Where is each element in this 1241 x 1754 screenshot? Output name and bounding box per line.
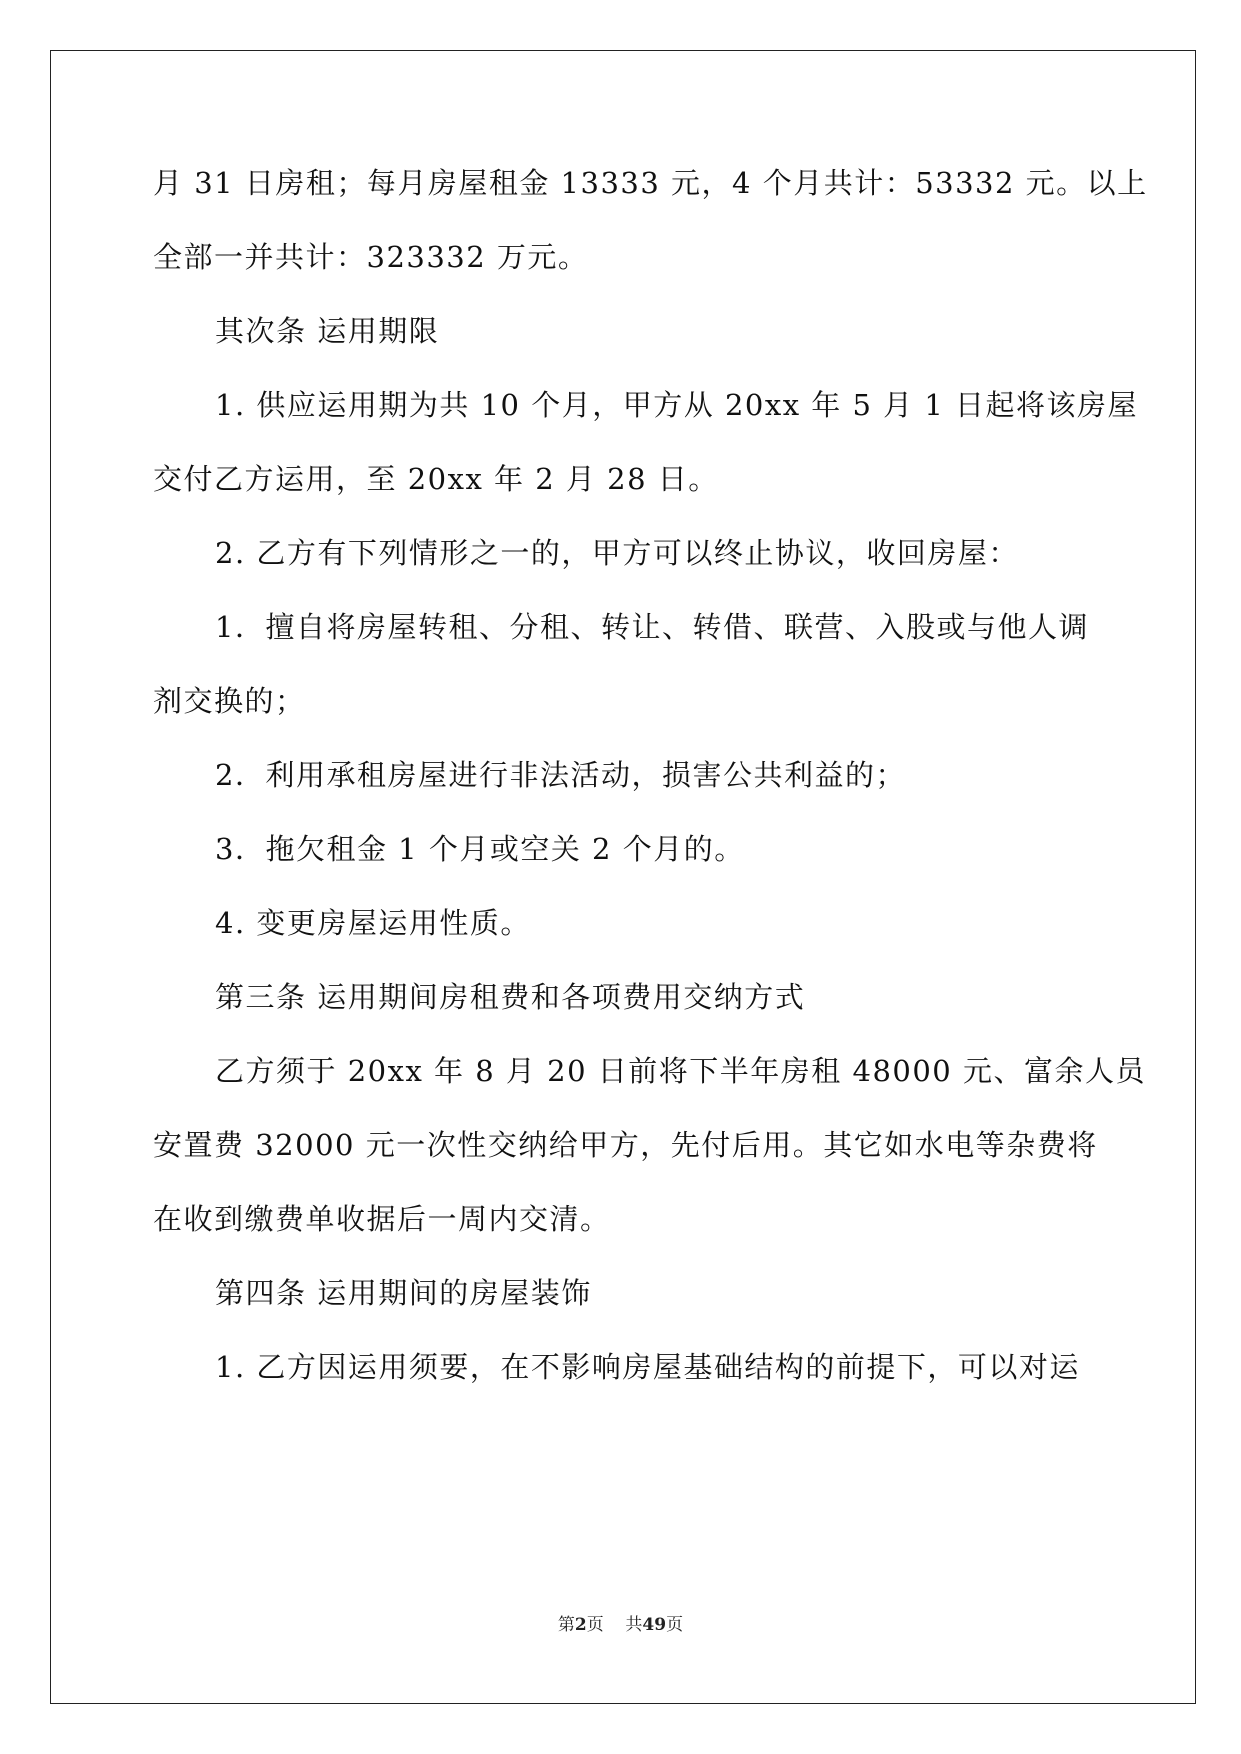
body-line: 1. 乙方因运用须要，在不影响房屋基础结构的前提下，可以对运	[215, 1350, 1080, 1384]
footer-prefix: 第	[557, 1615, 575, 1635]
section-heading-3: 第三条 运用期间房租费和各项费用交纳方式	[215, 980, 806, 1014]
list-item: 1．擅自将房屋转租、分租、转让、转借、联营、入股或与他人调	[215, 610, 1089, 644]
footer-total-prefix: 共	[625, 1615, 643, 1635]
body-line: 全部一并共计：323332 万元。	[153, 240, 589, 274]
list-item: 4. 变更房屋运用性质。	[215, 906, 531, 940]
body-line: 安置费 32000 元一次性交纳给甲方，先付后用。其它如水电等杂费将	[153, 1128, 1098, 1162]
footer-total-suffix: 页	[666, 1615, 684, 1635]
body-line: 在收到缴费单收据后一周内交清。	[153, 1202, 611, 1236]
body-line: 1. 供应运用期为共 10 个月，甲方从 20xx 年 5 月 1 日起将该房屋	[215, 388, 1139, 422]
body-line: 交付乙方运用，至 20xx 年 2 月 28 日。	[153, 462, 719, 496]
body-line: 乙方须于 20xx 年 8 月 20 日前将下半年房租 48000 元、富余人员	[215, 1054, 1146, 1088]
page-border	[50, 50, 1196, 1704]
total-page-count: 49	[642, 1615, 667, 1635]
footer-page-suffix: 页	[586, 1615, 604, 1635]
list-item: 3．拖欠租金 1 个月或空关 2 个月的。	[215, 832, 745, 866]
list-item-continued: 剂交换的；	[153, 684, 306, 718]
page-footer	[0, 1610, 1241, 1635]
body-line: 月 31 日房租；每月房屋租金 13333 元，4 个月共计：53332 元。以上	[153, 166, 1148, 200]
section-heading-2: 其次条 运用期限	[215, 314, 440, 348]
body-line: 2. 乙方有下列情形之一的，甲方可以终止协议，收回房屋：	[215, 536, 1019, 570]
current-page-number: 2	[574, 1615, 587, 1635]
section-heading-4: 第四条 运用期间的房屋装饰	[215, 1276, 592, 1310]
list-item: 2．利用承租房屋进行非法活动，损害公共利益的；	[215, 758, 906, 792]
